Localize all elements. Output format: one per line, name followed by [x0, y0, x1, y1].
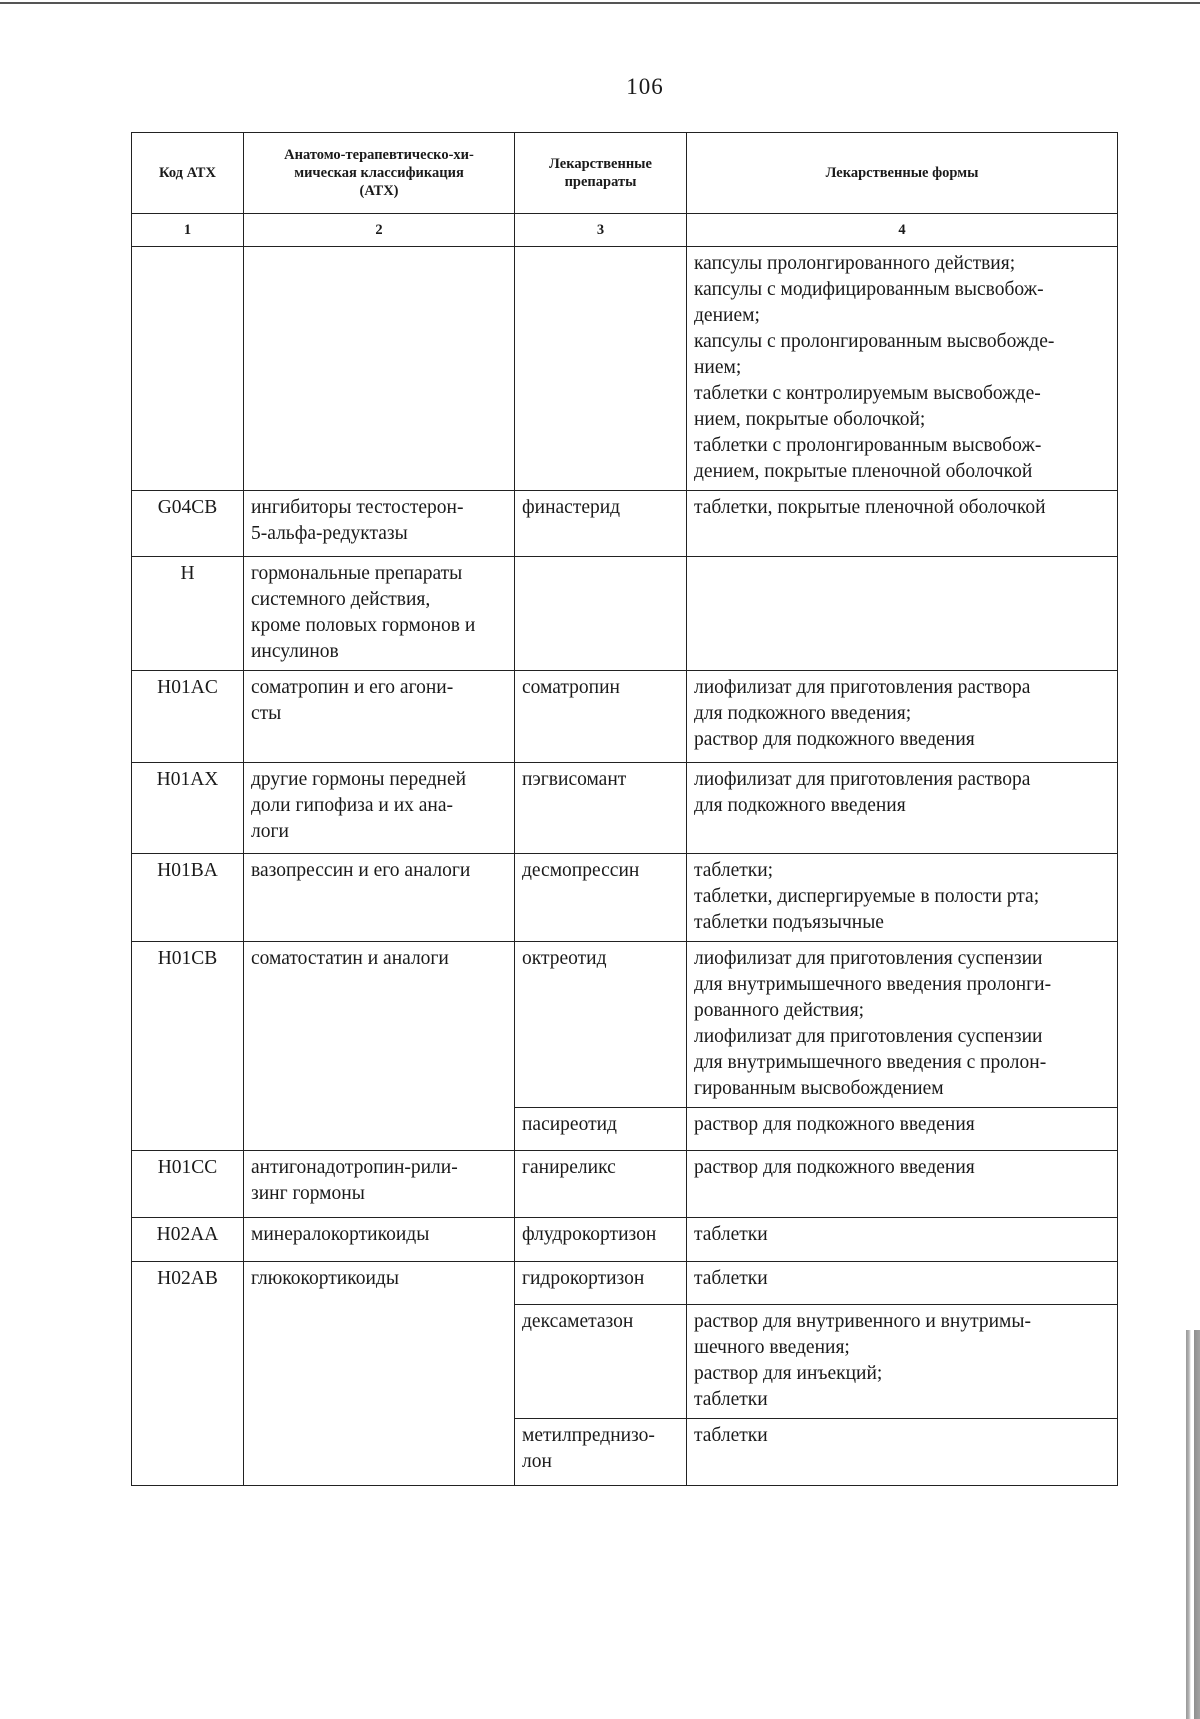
- text-line: таблетки с контролируемым высвобожде-: [694, 383, 1041, 404]
- text-line: сты: [251, 703, 282, 724]
- dosage-forms-cell: [687, 1108, 1118, 1151]
- drug-name-cell: [515, 942, 687, 1108]
- text-line: мическая классификация: [294, 165, 464, 181]
- atx-code-cell: G04CB: [132, 491, 244, 557]
- classification-cell: [244, 491, 515, 557]
- text-line: лон: [522, 1451, 552, 1472]
- text-line: ингибиторы тестостерон-: [251, 497, 464, 518]
- text-line: финастерид: [522, 497, 621, 518]
- text-line: препараты: [564, 174, 637, 190]
- atx-drug-table: [131, 132, 1118, 1486]
- column-number: 3: [515, 214, 687, 247]
- table-body: [132, 133, 1118, 1486]
- table-row: [132, 854, 1118, 942]
- drug-name-cell: [515, 1305, 687, 1419]
- dosage-forms-cell: [687, 942, 1118, 1108]
- header-forms: [687, 133, 1118, 214]
- table-row: [132, 491, 1118, 557]
- text-line: Лекарственные: [549, 156, 652, 172]
- table-row: [132, 557, 1118, 671]
- dosage-forms-cell: [687, 1419, 1118, 1486]
- drug-name-cell: [515, 1419, 687, 1486]
- table-row: [132, 1151, 1118, 1218]
- atx-code-cell: H01BA: [132, 854, 244, 942]
- column-number-row: [132, 214, 1118, 247]
- atx-code-cell: H01AC: [132, 671, 244, 763]
- text-line: раствор для подкожного введения: [694, 729, 975, 750]
- dosage-forms-cell: [687, 1262, 1118, 1305]
- text-line: (АТХ): [359, 183, 399, 199]
- atx-code-cell: H01CC: [132, 1151, 244, 1218]
- text-line: пасиреотид: [522, 1114, 617, 1135]
- text-line: раствор для подкожного введения: [694, 1114, 975, 1135]
- text-line: 5-альфа-редуктазы: [251, 523, 408, 544]
- drug-name-cell: [515, 854, 687, 942]
- text-line: логи: [251, 821, 289, 842]
- classification-cell: [244, 1218, 515, 1262]
- text-line: десмопрессин: [522, 860, 640, 881]
- dosage-forms-cell: [687, 557, 1118, 671]
- atx-code-cell: H02AB: [132, 1262, 244, 1486]
- drug-name-cell: [515, 491, 687, 557]
- header-drugs: [515, 133, 687, 214]
- text-line: флудрокортизон: [522, 1224, 657, 1245]
- text-line: капсулы с модифицированным высвобож-: [694, 279, 1044, 300]
- drug-name-cell: [515, 557, 687, 671]
- text-line: лиофилизат для приготовления раствора: [694, 769, 1031, 790]
- classification-cell: [244, 1262, 515, 1486]
- drug-name-cell: [515, 247, 687, 491]
- text-line: для внутримышечного введения пролонги-: [694, 974, 1052, 995]
- text-line: соматропин и его агони-: [251, 677, 454, 698]
- text-line: нием, покрытые оболочкой;: [694, 409, 926, 430]
- text-line: раствор для внутривенного и внутримы-: [694, 1311, 1031, 1332]
- dosage-forms-cell: [687, 1218, 1118, 1262]
- text-line: вазопрессин и его аналоги: [251, 860, 471, 881]
- text-line: соматостатин и аналоги: [251, 948, 449, 969]
- text-line: раствор для инъекций;: [694, 1363, 883, 1384]
- drug-name-cell: [515, 1108, 687, 1151]
- text-line: для внутримышечного введения с пролон-: [694, 1052, 1047, 1073]
- text-line: минералокортикоиды: [251, 1224, 430, 1245]
- drug-name-cell: [515, 1151, 687, 1218]
- text-line: для подкожного введения: [694, 795, 906, 816]
- text-line: таблетки подъязычные: [694, 912, 884, 933]
- text-line: шечного введения;: [694, 1337, 850, 1358]
- dosage-forms-cell: [687, 247, 1118, 491]
- text-line: для подкожного введения;: [694, 703, 912, 724]
- dosage-forms-cell: [687, 1151, 1118, 1218]
- atx-code-cell: H: [132, 557, 244, 671]
- text-line: таблетки;: [694, 860, 774, 881]
- text-line: таблетки с пролонгированным высвобож-: [694, 435, 1042, 456]
- text-line: другие гормоны передней: [251, 769, 467, 790]
- column-number: 4: [687, 214, 1118, 247]
- text-line: октреотид: [522, 948, 607, 969]
- text-line: системного действия,: [251, 589, 431, 610]
- text-line: Анатомо-терапевтическо-хи-: [284, 147, 474, 163]
- text-line: доли гипофиза и их ана-: [251, 795, 453, 816]
- dosage-forms-cell: [687, 491, 1118, 557]
- scan-edge-artifact: [1180, 1330, 1200, 1719]
- drug-name-cell: [515, 1218, 687, 1262]
- text-line: лиофилизат для приготовления суспензии: [694, 1026, 1043, 1047]
- text-line: лиофилизат для приготовления суспензии: [694, 948, 1043, 969]
- table-row: [132, 247, 1118, 491]
- classification-cell: [244, 557, 515, 671]
- atx-code-cell: H02AA: [132, 1218, 244, 1262]
- text-line: раствор для подкожного введения: [694, 1157, 975, 1178]
- text-line: кроме половых гормонов и: [251, 615, 476, 636]
- atx-code-cell: H01CB: [132, 942, 244, 1151]
- dosage-forms-cell: [687, 763, 1118, 854]
- text-line: соматропин: [522, 677, 620, 698]
- text-line: пэгвисомант: [522, 769, 627, 790]
- page-number: 106: [626, 74, 664, 99]
- text-line: лиофилизат для приготовления раствора: [694, 677, 1031, 698]
- text-line: таблетки: [694, 1389, 768, 1410]
- classification-cell: [244, 854, 515, 942]
- table-row: [132, 942, 1118, 1108]
- text-line: антигонадотропин-рили-: [251, 1157, 458, 1178]
- text-line: капсулы пролонгированного действия;: [694, 253, 1016, 274]
- text-line: рованного действия;: [694, 1000, 865, 1021]
- classification-cell: [244, 671, 515, 763]
- classification-cell: [244, 942, 515, 1151]
- text-line: дексаметазон: [522, 1311, 634, 1332]
- dosage-forms-cell: [687, 671, 1118, 763]
- text-line: Лекарственные формы: [825, 165, 979, 181]
- classification-cell: [244, 763, 515, 854]
- drug-name-cell: [515, 671, 687, 763]
- text-line: таблетки, диспергируемые в полости рта;: [694, 886, 1040, 907]
- table-header-row: [132, 133, 1118, 214]
- scan-top-border: [0, 2, 1200, 4]
- text-line: Код АТХ: [159, 165, 216, 181]
- column-number: 1: [132, 214, 244, 247]
- table-row: [132, 671, 1118, 763]
- dosage-forms-cell: [687, 854, 1118, 942]
- text-line: нием;: [694, 357, 742, 378]
- text-line: зинг гормоны: [251, 1183, 365, 1204]
- header-classification: [244, 133, 515, 214]
- table-row: [132, 763, 1118, 854]
- drug-name-cell: [515, 763, 687, 854]
- classification-cell: [244, 1151, 515, 1218]
- atx-code-cell: [132, 247, 244, 491]
- table-row: [132, 1262, 1118, 1305]
- header-code: [132, 133, 244, 214]
- classification-cell: [244, 247, 515, 491]
- text-line: таблетки, покрытые пленочной оболочкой: [694, 497, 1046, 518]
- text-line: глюкокортикоиды: [251, 1268, 399, 1289]
- drug-name-cell: [515, 1262, 687, 1305]
- text-line: дением, покрытые пленочной оболочкой: [694, 461, 1033, 482]
- dosage-forms-cell: [687, 1305, 1118, 1419]
- text-line: дением;: [694, 305, 760, 326]
- text-line: таблетки: [694, 1425, 768, 1446]
- atx-code-cell: H01AX: [132, 763, 244, 854]
- text-line: метилпреднизо-: [522, 1425, 655, 1446]
- column-number: 2: [244, 214, 515, 247]
- table-row: [132, 1218, 1118, 1262]
- text-line: капсулы с пролонгированным высвобожде-: [694, 331, 1055, 352]
- text-line: гидрокортизон: [522, 1268, 645, 1289]
- text-line: инсулинов: [251, 641, 339, 662]
- text-line: гормональные препараты: [251, 563, 463, 584]
- text-line: ганиреликс: [522, 1157, 616, 1178]
- text-line: таблетки: [694, 1268, 768, 1289]
- text-line: таблетки: [694, 1224, 768, 1245]
- text-line: гированным высвобождением: [694, 1078, 944, 1099]
